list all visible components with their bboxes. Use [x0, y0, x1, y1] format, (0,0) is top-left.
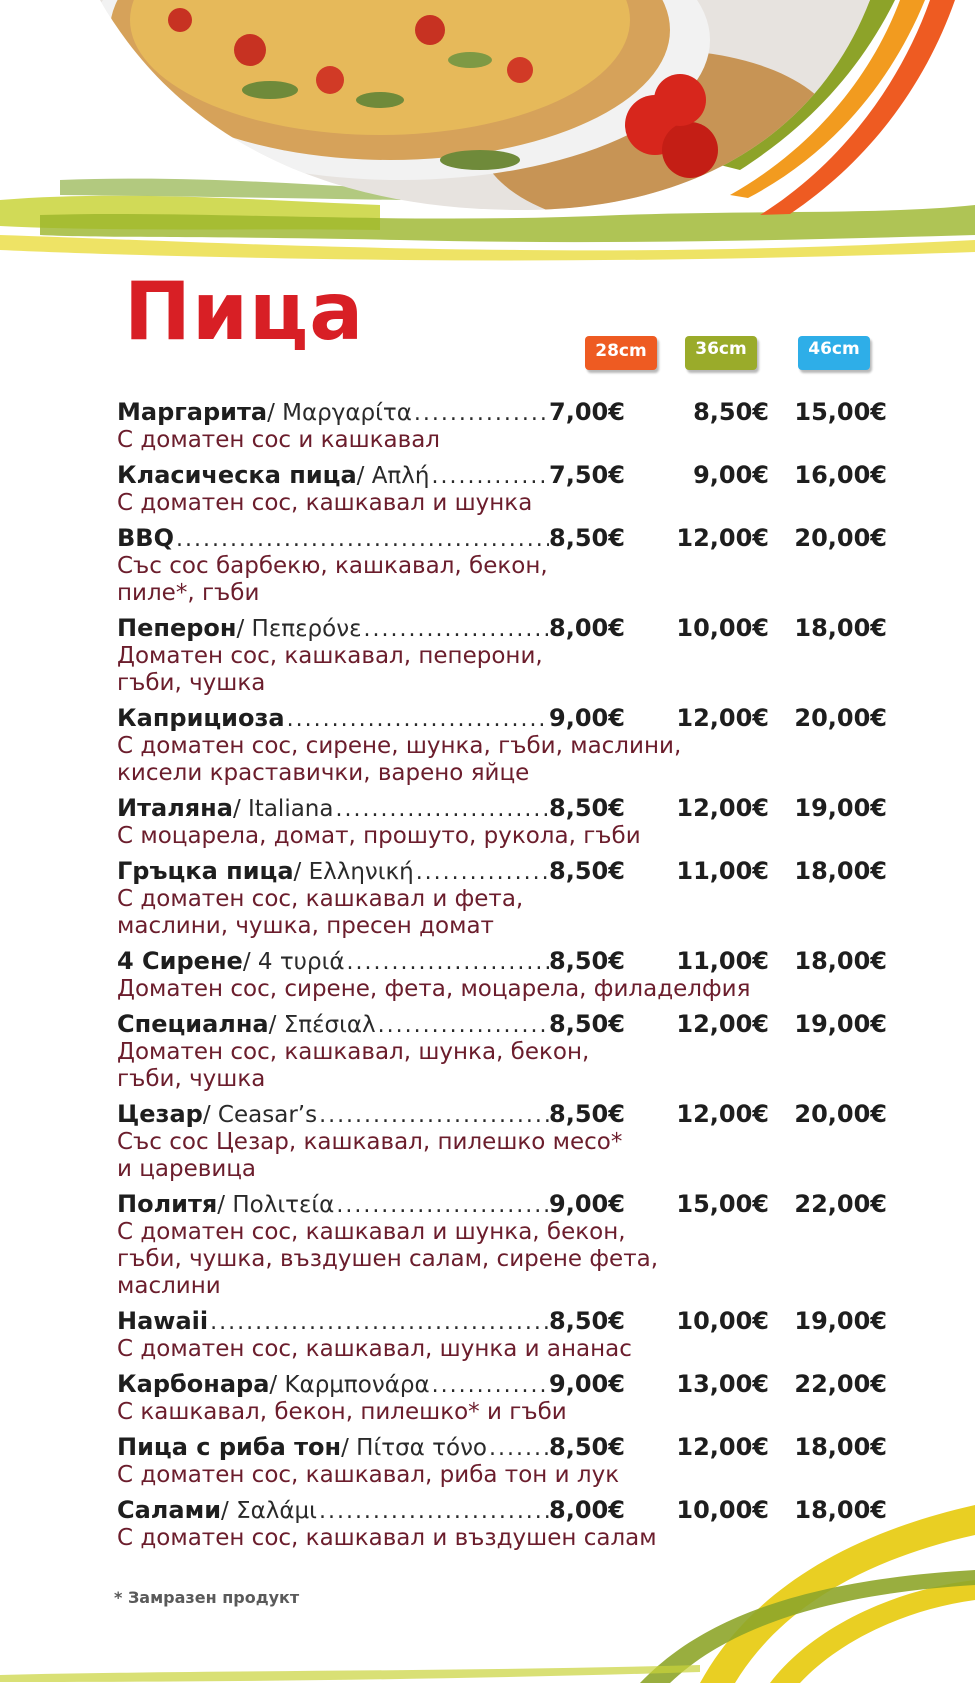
- price-28cm: 8,50€: [549, 794, 625, 822]
- price-36cm: 10,00€: [676, 1496, 769, 1524]
- dot-leader: [431, 462, 549, 492]
- pizza-hero-image: [0, 0, 975, 270]
- price-28cm: 8,50€: [549, 1433, 625, 1461]
- price-46cm: 18,00€: [794, 947, 887, 975]
- menu-item-four-cheese: [117, 946, 887, 1003]
- price-46cm: 19,00€: [794, 794, 887, 822]
- item-description: С доматен сос, кашкавал и шунка: [117, 490, 533, 516]
- price-36cm: 15,00€: [676, 1190, 769, 1218]
- item-name: Гръцка пица: [117, 857, 294, 885]
- size-badge-46cm: 46cm: [798, 336, 870, 370]
- dot-leader: [319, 1101, 549, 1131]
- item-description: Доматен сос, сирене, фета, моцарела, филаделфия: [117, 976, 751, 1002]
- item-name: 4 Сирене: [117, 947, 243, 975]
- dot-leader: [336, 1191, 549, 1221]
- item-alt-name: / Πολιτεία: [217, 1192, 335, 1218]
- dot-leader: [335, 795, 549, 825]
- item-description: С доматен сос, кашкавал и фета, маслини, чушка, пресен домат: [117, 886, 524, 939]
- page-title: Пица: [124, 265, 365, 358]
- dot-leader: [416, 858, 549, 888]
- item-description: С моцарела, домат, прошуто, рукола, гъби: [117, 823, 641, 849]
- item-description: С кашкавал, бекон, пилешко* и гъби: [117, 1399, 567, 1425]
- price-46cm: 20,00€: [794, 524, 887, 552]
- item-description: Доматен сос, кашкавал, пеперони, гъби, чушка: [117, 643, 543, 696]
- item-description: Със сос барбекю, кашкавал, бекон, пиле*, гъби: [117, 553, 548, 606]
- price-36cm: 12,00€: [676, 1100, 769, 1128]
- price-36cm: 12,00€: [676, 1010, 769, 1038]
- item-alt-name: / Σαλάμι: [221, 1498, 317, 1524]
- price-46cm: 15,00€: [794, 398, 887, 426]
- price-36cm: 13,00€: [676, 1370, 769, 1398]
- item-alt-name: / Ceasar’s: [202, 1102, 318, 1128]
- price-36cm: 11,00€: [676, 857, 769, 885]
- price-46cm: 18,00€: [794, 1433, 887, 1461]
- menu-item-classic: [117, 460, 887, 517]
- price-46cm: 18,00€: [794, 1496, 887, 1524]
- item-alt-name: / Ελληνική: [293, 859, 414, 885]
- footnote-frozen-product: * Замразен продукт: [114, 1588, 300, 1607]
- item-description: С доматен сос, кашкавал, риба тон и лук: [117, 1462, 620, 1488]
- item-description: С доматен сос, сирене, шунка, гъби, маслини, кисели краставички, варено яйце: [117, 733, 682, 786]
- item-alt-name: / Μαργαρίτα: [267, 400, 412, 426]
- price-28cm: 9,00€: [549, 1370, 625, 1398]
- price-28cm: 8,50€: [549, 1307, 625, 1335]
- item-description: С доматен сос, кашкавал, шунка и ананас: [117, 1336, 632, 1362]
- dot-leader: [347, 948, 549, 978]
- price-36cm: 12,00€: [676, 704, 769, 732]
- price-46cm: 18,00€: [794, 857, 887, 885]
- price-28cm: 8,50€: [549, 1100, 625, 1128]
- price-36cm: 12,00€: [676, 794, 769, 822]
- item-description: С доматен сос, кашкавал и шунка, бекон, гъби, чушка, въздушен салам, сирене фета, маслини: [117, 1219, 659, 1299]
- menu-item-politeia: [117, 1189, 887, 1300]
- menu-item-pepperoni: [117, 613, 887, 697]
- price-46cm: 20,00€: [794, 704, 887, 732]
- menu-item-margarita: [117, 397, 887, 454]
- item-alt-name: / Πεπερόνε: [236, 616, 362, 642]
- menu-item-hawaii: [117, 1306, 887, 1363]
- price-36cm: 12,00€: [676, 1433, 769, 1461]
- item-alt-name: / 4 τυριά: [242, 949, 345, 975]
- price-28cm: 8,00€: [549, 614, 625, 642]
- item-description: Със сос Цезар, кашкавал, пилешко месо* и царевица: [117, 1129, 623, 1182]
- item-name: Политя: [117, 1190, 218, 1218]
- item-name: Hawaii: [117, 1307, 209, 1335]
- price-28cm: 8,50€: [549, 524, 625, 552]
- menu-item-italiana: [117, 793, 887, 850]
- dot-leader: [414, 399, 549, 429]
- item-description: С доматен сос и кашкавал: [117, 427, 440, 453]
- item-name: Цезар: [117, 1100, 203, 1128]
- price-46cm: 22,00€: [794, 1190, 887, 1218]
- pizza-menu-list: [117, 397, 887, 1558]
- price-28cm: 9,00€: [549, 704, 625, 732]
- item-alt-name: / Καρμπονάρα: [269, 1372, 430, 1398]
- price-36cm: 10,00€: [676, 1307, 769, 1335]
- dot-leader: [287, 705, 549, 735]
- menu-item-special: [117, 1009, 887, 1093]
- item-alt-name: / Σπέσιαλ: [268, 1012, 376, 1038]
- price-28cm: 8,50€: [549, 857, 625, 885]
- dot-leader: [432, 1371, 549, 1401]
- size-badge-36cm: 36cm: [685, 336, 757, 370]
- item-name: Салами: [117, 1496, 222, 1524]
- dot-leader: [364, 615, 549, 645]
- price-46cm: 16,00€: [794, 461, 887, 489]
- dot-leader: [378, 1011, 549, 1041]
- dot-leader: [210, 1308, 549, 1338]
- price-36cm: 11,00€: [676, 947, 769, 975]
- price-36cm: 10,00€: [676, 614, 769, 642]
- item-name: Класическа пица: [117, 461, 357, 489]
- item-name: Каприциоза: [117, 704, 285, 732]
- decorative-arcs: [0, 1460, 975, 1683]
- menu-item-bbq: [117, 523, 887, 607]
- price-28cm: 8,50€: [549, 1010, 625, 1038]
- price-36cm: 9,00€: [693, 461, 769, 489]
- menu-item-greek: [117, 856, 887, 940]
- price-28cm: 8,50€: [549, 947, 625, 975]
- item-name: Пеперон: [117, 614, 237, 642]
- item-alt-name: / Italiana: [232, 796, 334, 822]
- item-description: Доматен сос, кашкавал, шунка, бекон, гъби, чушка: [117, 1039, 590, 1092]
- item-name: Специална: [117, 1010, 269, 1038]
- price-36cm: 8,50€: [693, 398, 769, 426]
- menu-item-capricciosa: [117, 703, 887, 787]
- price-28cm: 7,00€: [549, 398, 625, 426]
- price-28cm: 7,50€: [549, 461, 625, 489]
- price-46cm: 19,00€: [794, 1010, 887, 1038]
- menu-item-caesar: [117, 1099, 887, 1183]
- item-name: Карбонара: [117, 1370, 270, 1398]
- size-badge-28cm: 28cm: [585, 336, 657, 370]
- item-name: BBQ: [117, 524, 174, 552]
- item-name: Италяна: [117, 794, 233, 822]
- price-36cm: 12,00€: [676, 524, 769, 552]
- price-28cm: 8,00€: [549, 1496, 625, 1524]
- item-name: Маргарита: [117, 398, 268, 426]
- price-46cm: 20,00€: [794, 1100, 887, 1128]
- price-46cm: 18,00€: [794, 614, 887, 642]
- item-description: С доматен сос, кашкавал и въздушен салам: [117, 1525, 657, 1551]
- dot-leader: [176, 525, 549, 555]
- price-46cm: 22,00€: [794, 1370, 887, 1398]
- item-alt-name: / Πίτσα τόνο: [341, 1435, 487, 1461]
- price-46cm: 19,00€: [794, 1307, 887, 1335]
- item-alt-name: / Απλή: [356, 463, 430, 489]
- menu-item-carbonara: [117, 1369, 887, 1426]
- item-name: Пица с риба тон: [117, 1433, 342, 1461]
- price-28cm: 9,00€: [549, 1190, 625, 1218]
